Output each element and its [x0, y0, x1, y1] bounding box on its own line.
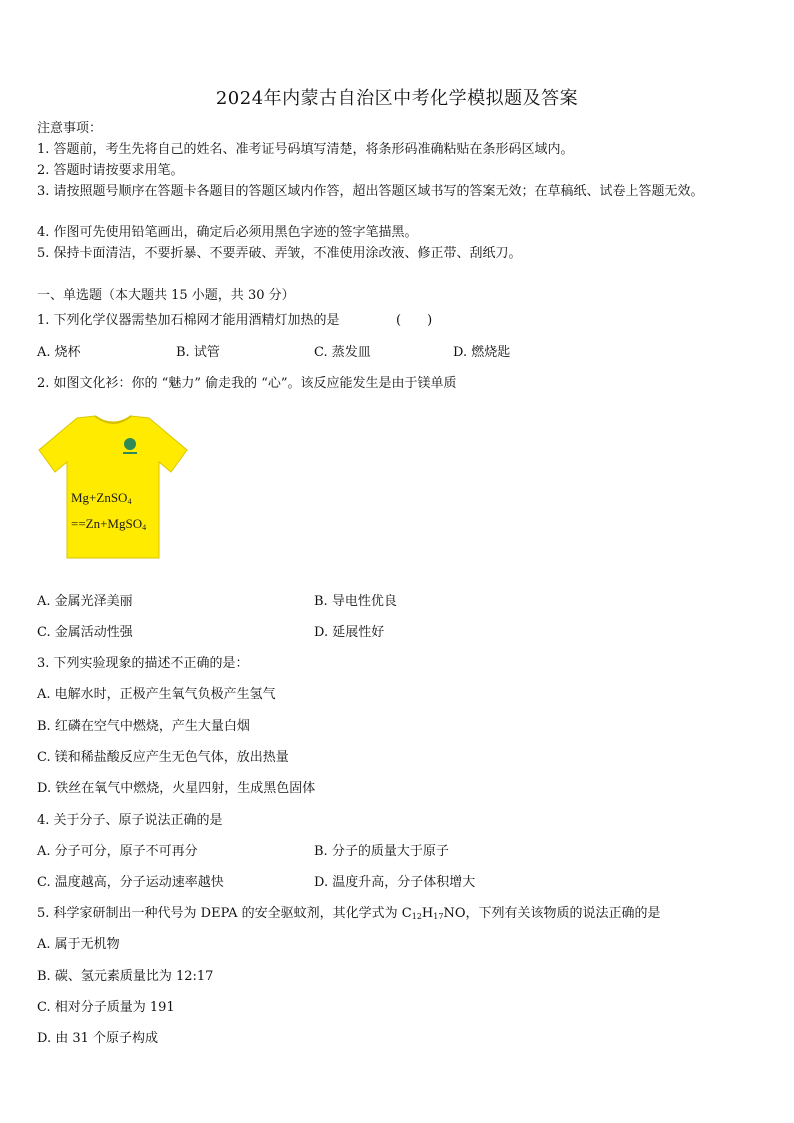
option-d: D. 燃烧匙 [453, 345, 511, 360]
page-title: 2024年内蒙古自治区中考化学模拟题及答案 [215, 88, 579, 109]
option-b: B. 分子的质量大于原子 [314, 844, 449, 859]
option-d: D. 温度升高，分子体积增大 [314, 875, 476, 890]
tshirt-equation-line2: ==Zn+MgSO$_4$ [71, 516, 147, 532]
option-d: D. 由 31 个原子构成 [37, 1031, 159, 1046]
answer-blank: ( ) [396, 313, 433, 328]
tshirt-icon [37, 414, 189, 560]
section-heading: 一、单选题（本大题共 15 小题，共 30 分） [37, 288, 295, 303]
question-2-stem: 2. 如图文化衫：你的 “魅力” 偷走我的 “心”。该反应能发生是由于镁单质 [37, 376, 457, 391]
option-a: A. 烧杯 [37, 345, 81, 360]
question-1-stem: 1. 下列化学仪器需垫加石棉网才能用酒精灯加热的是 [37, 313, 340, 328]
note-item: 5. 保持卡面清洁，不要折暴、不要弄破、弄皱，不准使用涂改液、修正带、刮纸刀。 [37, 246, 522, 261]
option-a: A. 属于无机物 [37, 937, 120, 952]
notes-heading: 注意事项： [37, 121, 103, 136]
note-item: 1. 答题前，考生先将自己的姓名、准考证号码填写清楚，将条形码准确粘贴在条形码区域内。 [37, 142, 574, 157]
tshirt-equation-line1: Mg+ZnSO$_4$ [71, 490, 132, 506]
option-c: C. 相对分子质量为 191 [37, 1000, 175, 1015]
option-c: C. 镁和稀盐酸反应产生无色气体，放出热量 [37, 750, 289, 765]
option-d: D. 铁丝在氧气中燃烧，火星四射，生成黑色固体 [37, 781, 316, 796]
option-c: C. 温度越高，分子运动速率越快 [37, 875, 224, 890]
option-a: A. 分子可分，原子不可再分 [37, 844, 198, 859]
option-a: A. 电解水时，正极产生氧气负极产生氢气 [37, 687, 276, 702]
note-item: 2. 答题时请按要求用笔。 [37, 163, 184, 178]
option-c: C. 金属活动性强 [37, 625, 133, 640]
question-3-stem: 3. 下列实验现象的描述不正确的是： [37, 656, 249, 671]
option-b: B. 试管 [176, 345, 220, 360]
option-b: B. 导电性优良 [314, 594, 397, 609]
option-a: A. 金属光泽美丽 [37, 594, 133, 609]
question-5-stem: 5. 科学家研制出一种代号为 DEPA 的安全驱蚊剂，其化学式为 $C_{12}H_{17}NO$，下列有关该物质的说法正确的是 [37, 906, 661, 921]
option-d: D. 延展性好 [314, 625, 385, 640]
option-c: C. 蒸发皿 [314, 345, 371, 360]
note-item: 3. 请按照题号顺序在答题卡各题目的答题区域内作答，超出答题区域书写的答案无效；在草稿纸、试卷上答题无效。 [37, 184, 704, 199]
note-item: 4. 作图可先使用铅笔画出，确定后必须用黑色字迹的签字笔描黑。 [37, 225, 418, 240]
option-b: B. 碳、氢元素质量比为 12:17 [37, 969, 214, 984]
option-b: B. 红磷在空气中燃烧，产生大量白烟 [37, 719, 250, 734]
tshirt-figure [37, 414, 189, 560]
question-4-stem: 4. 关于分子、原子说法正确的是 [37, 813, 223, 828]
